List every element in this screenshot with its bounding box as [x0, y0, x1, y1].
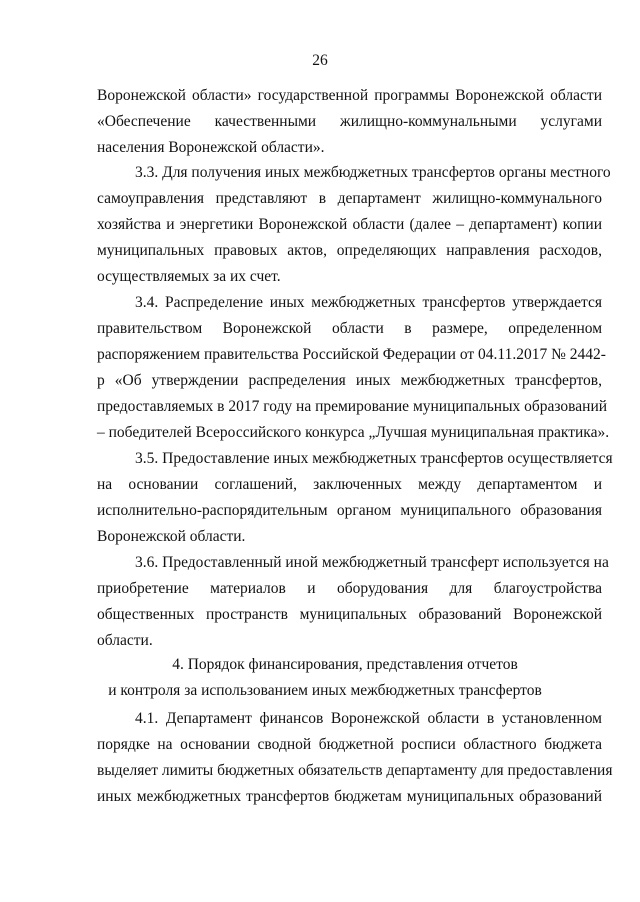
text-line: порядке на основании сводной бюджетной росписи областного бюджета [97, 736, 602, 754]
text-line: населения Воронежской области». [97, 139, 325, 157]
paragraph-3-6 [97, 550, 609, 654]
paragraph-4-1 [97, 706, 613, 810]
text-line: области. [97, 632, 153, 650]
text-line: 3.3. Для получения иных межбюджетных трансфертов органы местного [135, 164, 611, 181]
heading-line: 4. Порядок финансирования, представления отчетов [172, 656, 518, 673]
paragraph-3-3 [97, 160, 611, 290]
text-line: Воронежской области. [97, 528, 246, 546]
text-line: 3.4. Распределение иных межбюджетных трансфертов утверждается [135, 294, 602, 311]
text-line: общественных пространств муниципальных образований Воронежской [97, 606, 602, 624]
text-line: – победителей Всероссийского конкурса „Лучшая муниципальная практика». [97, 424, 610, 442]
heading-line: и контроля за использованием иных межбюджетных трансфертов [108, 682, 542, 699]
text-line: 3.5. Предоставление иных межбюджетных трансфертов осуществляется [135, 450, 613, 467]
text-line: исполнительно-распорядительным органом муниципального образования [97, 502, 602, 520]
text-line: «Обеспечение качественными жилищно-коммунальными услугами [97, 113, 602, 131]
text-line: выделяет лимиты бюджетных обязательств департаменту для предоставления [97, 762, 613, 780]
text-line: Воронежской области» государственной программы Воронежской области [97, 87, 602, 104]
text-line: муниципальных правовых актов, определяющих направления расходов, [97, 242, 602, 260]
text-line: на основании соглашений, заключенных между департаментом и [97, 476, 602, 494]
text-line: иных межбюджетных трансфертов бюджетам муниципальных образований [97, 788, 602, 806]
page-number: 26 [312, 52, 328, 69]
paragraph-3-5 [97, 446, 613, 550]
text-line: приобретение материалов и оборудования для благоустройства [97, 580, 602, 598]
text-line: предоставляемых в 2017 году на премирование муниципальных образований [97, 398, 608, 416]
text-line: самоуправления представляют в департамент жилищно-коммунального [97, 190, 602, 208]
text-line: осуществляемых за их счет. [97, 268, 281, 286]
text-line: р «Об утверждении распределения иных межбюджетных трансфертов, [97, 372, 602, 390]
text-line: 4.1. Департамент финансов Воронежской области в установленном [135, 710, 602, 727]
paragraph-program-continuation [97, 83, 602, 161]
text-line: хозяйства и энергетики Воронежской области (далее – департамент) копии [97, 216, 602, 234]
section-4-heading [0, 652, 640, 704]
paragraph-3-4 [97, 290, 610, 447]
text-line: распоряжением правительства Российской Федерации от 04.11.2017 № 2442- [97, 346, 606, 364]
text-line: 3.6. Предоставленный иной межбюджетный трансферт используется на [135, 554, 609, 571]
text-line: правительством Воронежской области в размере, определенном [97, 320, 602, 338]
